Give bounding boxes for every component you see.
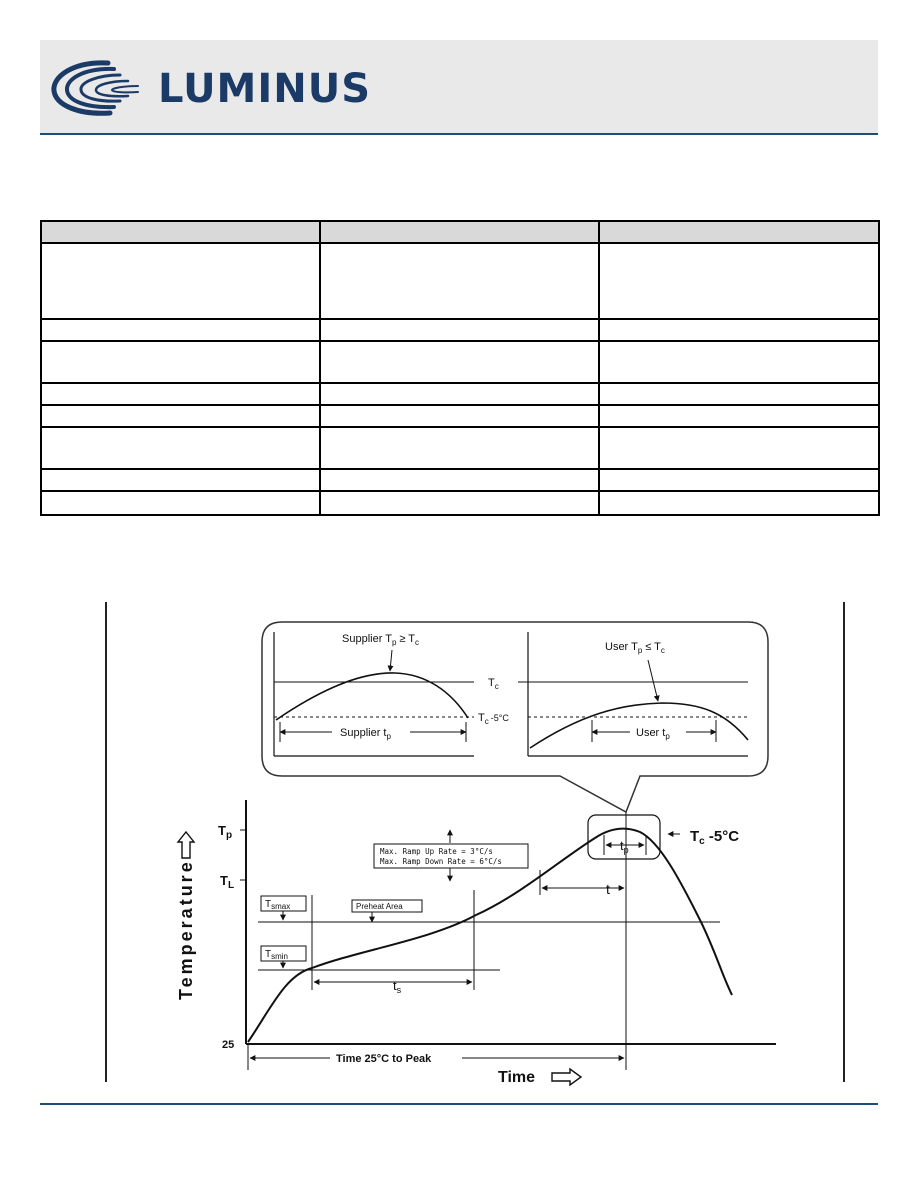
tsmax-label: $T_{smax}$	[265, 899, 291, 911]
t-label: t	[606, 881, 610, 897]
x-axis-label: Time	[498, 1069, 536, 1086]
preheat-area-label: Preheat Area	[356, 902, 403, 911]
footer-rule	[40, 1103, 878, 1105]
ramp-down-label: Max. Ramp Down Rate = 6°C/s	[380, 857, 502, 866]
tl-axis-label: $T_L$	[220, 873, 235, 891]
user-tp-label: User $t_p$	[636, 727, 670, 741]
tp-axis-label: $T_p$	[218, 823, 233, 841]
brand-wordmark: LUMINUS	[158, 66, 371, 112]
time-to-peak-label: Time 25°C to Peak	[336, 1053, 432, 1065]
x-axis-arrow-icon	[552, 1069, 581, 1085]
y-axis-arrow-icon	[178, 832, 194, 858]
origin-label: 25	[222, 1039, 235, 1051]
tc-minus-callout-label: $T_c$ $^{-5^\circ C}$	[478, 712, 509, 726]
tp-peak-label: $t_p$	[620, 838, 629, 855]
supplier-tp-callout: Supplier $T_p \ge T_c$	[342, 633, 420, 647]
tsmin-label: $T_{smin}$	[265, 949, 288, 961]
y-axis-label: Temperature	[176, 859, 196, 1000]
tc-callout-label: $T_c$	[488, 677, 499, 691]
ramp-up-label: Max. Ramp Up Rate = 3°C/s	[380, 847, 493, 856]
supplier-tp-label: Supplier $t_p$	[340, 727, 391, 741]
user-tp-callout: User $T_p \le T_c$	[605, 641, 665, 655]
tc-minus-5-label: $T_c$ -5°C	[690, 828, 740, 847]
ts-label: $t_s$	[393, 978, 402, 995]
